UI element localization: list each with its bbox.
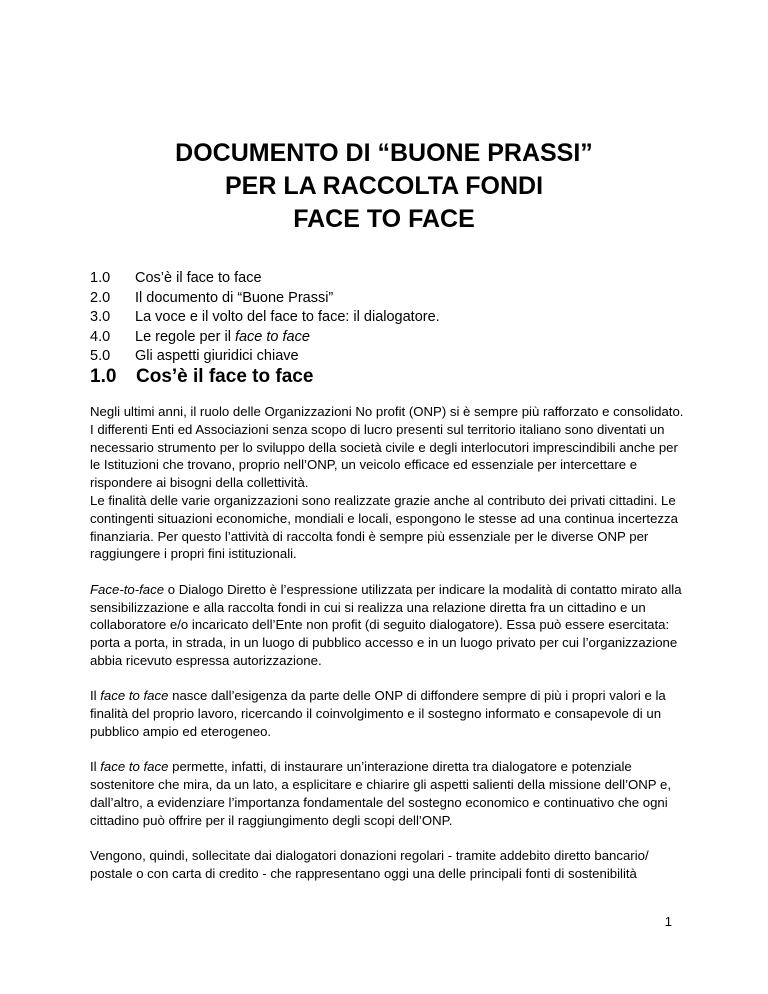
toc-item-label <box>135 328 310 348</box>
title-line-1: DOCUMENTO DI “BUONE PRASSI” <box>175 139 593 167</box>
toc-item-label: La voce e il volto del face to face: il dialogatore. <box>135 309 440 326</box>
paragraph-text: permette, infatti, di instaurare un’interazione diretta tra dialogatore e potenziale sostenitore che mira, da un lato, a esplicitare e chiarire gli aspetti salienti della missione dell’ONP e, dall’altro, a evidenziare l’importanza fondamentale del sostegno economico e continuativo che ogni cittadino può offrire per il raggiungimento degli scopi dell’ONP. <box>90 759 672 828</box>
title-line-2: PER LA RACCOLTA FONDI <box>224 172 544 200</box>
paragraph <box>90 581 690 670</box>
table-of-contents <box>90 269 440 367</box>
paragraph <box>90 758 690 829</box>
paragraph: Vengono, quindi, sollecitate dai dialogatori donazioni regolari - tramite addebito diretto bancario/ postale o con carta di credito - che rappresentano oggi una delle principali fonti di sostenibilità <box>90 848 649 881</box>
paragraph-emphasis: Face-to-face <box>90 581 165 597</box>
paragraph-text: nasce dall’esigenza da parte delle ONP di diffondere sempre di più i propri valori e la finalità del proprio lavoro, ricercando il coinvolgimento e il sostegno informato e consapevole di un pubblico ampio ed eterogeneo. <box>90 688 666 739</box>
paragraph-text: o Dialogo Diretto è l’espressione utilizzata per indicare la modalità di contatto mirato alla sensibilizzazione e alla raccolta fondi in cui si realizza una relazione diretta fra un cittadino e un collaboratore e/o incaricato dell’Ente non profit (di seguito dialogatore). Essa può essere esercitata: porta a porta, in strada, in un luogo di pubblico accesso e in un luogo privato per cui l’organizzazione abbia ricevuto espressa autorizzazione. <box>90 581 682 668</box>
paragraph-text: Il <box>90 759 101 775</box>
toc-item-label: Il documento di “Buone Prassi” <box>135 289 334 306</box>
page-number: 1 <box>664 914 672 929</box>
toc-item <box>90 308 440 328</box>
document-title <box>0 137 768 236</box>
section-title: Cos’è il face to face <box>136 366 314 387</box>
toc-item-label: Cos’è il face to face <box>135 270 262 286</box>
toc-item <box>90 289 440 309</box>
toc-item-number: 5.0 <box>90 348 111 365</box>
toc-item-number: 4.0 <box>90 328 111 345</box>
paragraph: Negli ultimi anni, il ruolo delle Organizzazioni No profit (ONP) si è sempre più rafforzato e consolidato. I differenti Enti ed Associazioni senza scopo di lucro presenti sul territorio italiano sono diventati un necessario strumento per lo sviluppo della società civile e degli interlocutori imprescindibili anche per le Istituzioni che trovano, proprio nell’ONP, un veicolo efficace ed essenziale per intercettare e rispondere ai bisogni della collettività. <box>90 404 684 491</box>
paragraph <box>90 687 690 740</box>
section-body <box>90 403 690 900</box>
toc-item <box>90 347 440 367</box>
toc-item <box>90 328 440 348</box>
toc-item <box>90 269 440 289</box>
paragraph-emphasis: face to face <box>100 688 169 704</box>
toc-item-number: 3.0 <box>90 309 111 326</box>
section-heading <box>90 366 313 388</box>
paragraph-text: Il <box>90 688 101 704</box>
title-line-3: FACE TO FACE <box>293 205 475 233</box>
toc-item-label-emphasis: face to face <box>234 328 310 345</box>
toc-item-number: 2.0 <box>90 289 111 306</box>
toc-item-label-text: Le regole per il <box>135 328 235 345</box>
section-number: 1.0 <box>90 366 117 387</box>
paragraph-emphasis: face to face <box>100 759 169 775</box>
toc-item-label: Gli aspetti giuridici chiave <box>135 348 299 365</box>
paragraph: Le finalità delle varie organizzazioni sono realizzate grazie anche al contributo dei privati cittadini. Le contingenti situazioni economiche, mondiali e locali, espongono le stesse ad una continua incertezza finanziaria. Per questo l’attività di raccolta fondi è sempre più essenziale per le diverse ONP per raggiungere i propri fini istituzionali. <box>90 492 678 562</box>
toc-item-number: 1.0 <box>90 270 111 286</box>
